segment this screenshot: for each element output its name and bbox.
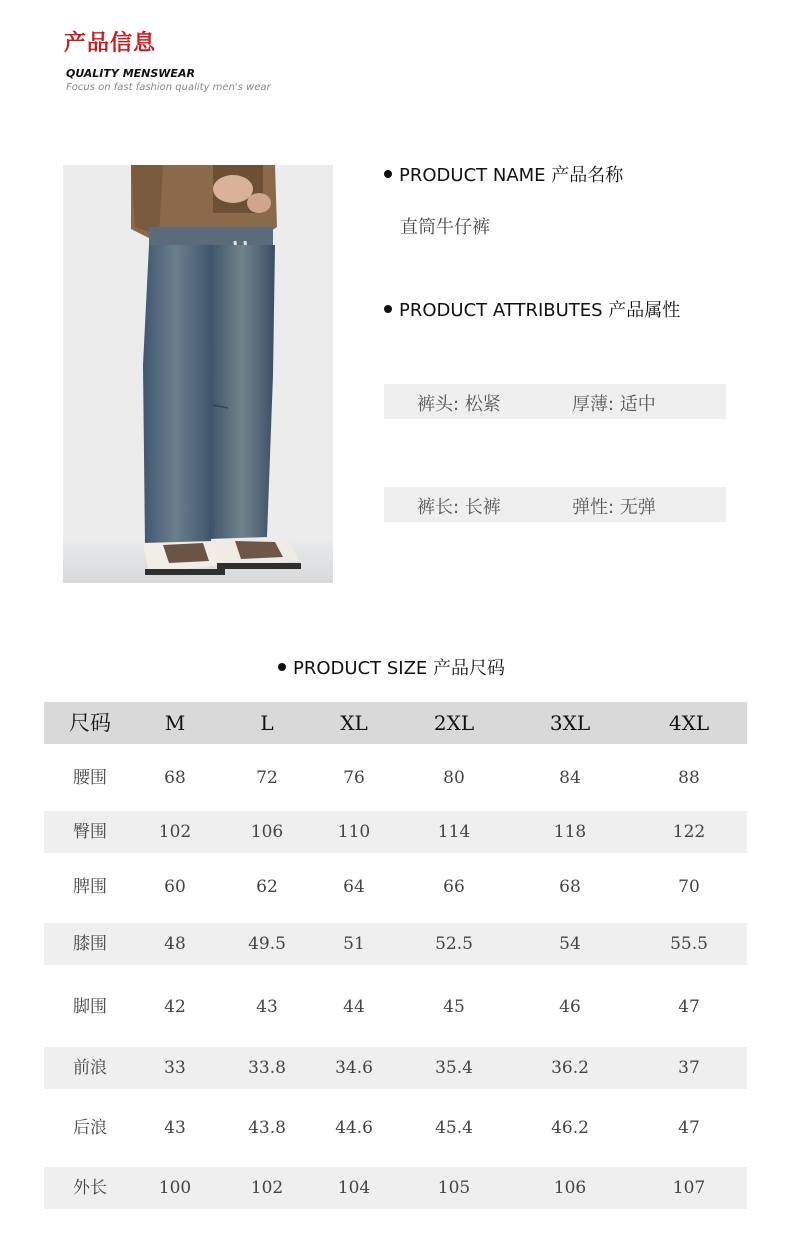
product-name-heading-text: PRODUCT NAME 产品名称 xyxy=(399,165,624,186)
table-row-label: 腰围 xyxy=(73,768,107,788)
jeans-model-image xyxy=(63,165,333,583)
product-attributes-heading xyxy=(384,296,680,322)
product-size-heading-text: PRODUCT SIZE 产品尺码 xyxy=(293,658,506,679)
product-name-value: 直筒牛仔裤 xyxy=(400,217,490,238)
table-cell: 43.8 xyxy=(248,1118,286,1138)
table-row xyxy=(44,1167,747,1209)
table-cell: 44.6 xyxy=(335,1118,373,1138)
attribute-thickness: 厚薄: 适中 xyxy=(572,394,656,415)
table-cell: 47 xyxy=(678,997,700,1017)
bullet-icon xyxy=(384,170,392,178)
table-cell: 45 xyxy=(443,997,465,1017)
table-cell: 37 xyxy=(678,1058,700,1078)
table-cell: 70 xyxy=(678,877,700,897)
table-cell: 88 xyxy=(678,768,700,788)
table-cell: 48 xyxy=(164,934,186,954)
table-cell: 102 xyxy=(250,1178,284,1198)
table-cell: 51 xyxy=(343,934,365,954)
table-row-label: 脾围 xyxy=(73,877,107,897)
attribute-row xyxy=(384,487,726,522)
table-cell: 106 xyxy=(250,822,284,842)
table-cell: 36.2 xyxy=(551,1058,589,1078)
table-row xyxy=(44,1047,747,1089)
table-cell: 114 xyxy=(437,822,471,842)
table-row-label: 外长 xyxy=(73,1178,107,1198)
table-cell: 55.5 xyxy=(670,934,708,954)
table-header-size: 4XL xyxy=(668,711,710,735)
table-cell: 80 xyxy=(443,768,465,788)
table-cell: 107 xyxy=(672,1178,706,1198)
table-cell: 66 xyxy=(443,877,465,897)
table-header-size: M xyxy=(164,711,186,735)
table-cell: 34.6 xyxy=(335,1058,373,1078)
attribute-length: 裤长: 长裤 xyxy=(417,497,501,518)
table-row xyxy=(44,866,747,908)
table-cell: 72 xyxy=(256,768,278,788)
table-row-label: 臀围 xyxy=(73,822,107,842)
attribute-row xyxy=(384,384,726,419)
table-row-label: 膝围 xyxy=(73,934,107,954)
table-cell: 54 xyxy=(559,934,581,954)
table-row xyxy=(44,811,747,853)
table-row xyxy=(44,757,747,799)
table-cell: 33.8 xyxy=(248,1058,286,1078)
table-cell: 47 xyxy=(678,1118,700,1138)
table-cell: 64 xyxy=(343,877,365,897)
table-cell: 84 xyxy=(559,768,581,788)
table-cell: 46 xyxy=(559,997,581,1017)
product-size-heading xyxy=(278,654,505,680)
table-row-label: 脚围 xyxy=(73,997,107,1017)
table-cell: 122 xyxy=(672,822,706,842)
table-cell: 42 xyxy=(164,997,186,1017)
table-header-label: 尺码 xyxy=(69,711,111,735)
table-row xyxy=(44,1107,747,1149)
table-cell: 105 xyxy=(437,1178,471,1198)
product-photo xyxy=(63,165,333,583)
table-header-row xyxy=(44,702,747,744)
table-header-size: 2XL xyxy=(433,711,475,735)
table-cell: 110 xyxy=(337,822,371,842)
table-cell: 33 xyxy=(164,1058,186,1078)
table-header-size: 3XL xyxy=(549,711,591,735)
brand-subtitle: QUALITY MENSWEAR xyxy=(66,67,195,80)
table-cell: 35.4 xyxy=(435,1058,473,1078)
table-row xyxy=(44,923,747,965)
product-attributes-heading-text: PRODUCT ATTRIBUTES 产品属性 xyxy=(399,300,681,321)
table-cell: 100 xyxy=(158,1178,192,1198)
attribute-waistband: 裤头: 松紧 xyxy=(417,394,501,415)
table-cell: 43 xyxy=(256,997,278,1017)
table-row-label: 后浪 xyxy=(73,1118,107,1138)
table-cell: 52.5 xyxy=(435,934,473,954)
attribute-elasticity: 弹性: 无弹 xyxy=(572,497,656,518)
table-cell: 44 xyxy=(343,997,365,1017)
table-row xyxy=(44,986,747,1028)
table-cell: 46.2 xyxy=(551,1118,589,1138)
table-cell: 104 xyxy=(337,1178,371,1198)
bullet-icon xyxy=(278,663,286,671)
brand-tagline: Focus on fast fashion quality men's wear xyxy=(66,82,271,93)
page-title: 产品信息 xyxy=(64,31,157,56)
table-cell: 76 xyxy=(343,768,365,788)
table-cell: 118 xyxy=(553,822,587,842)
table-header-size: L xyxy=(260,711,274,735)
product-name-heading xyxy=(384,161,623,187)
table-cell: 60 xyxy=(164,877,186,897)
table-row-label: 前浪 xyxy=(73,1058,107,1078)
table-cell: 106 xyxy=(553,1178,587,1198)
table-cell: 62 xyxy=(256,877,278,897)
bullet-icon xyxy=(384,305,392,313)
table-cell: 68 xyxy=(559,877,581,897)
table-cell: 45.4 xyxy=(435,1118,473,1138)
table-cell: 102 xyxy=(158,822,192,842)
table-header-size: XL xyxy=(340,711,368,735)
table-cell: 49.5 xyxy=(248,934,286,954)
table-cell: 68 xyxy=(164,768,186,788)
table-cell: 43 xyxy=(164,1118,186,1138)
